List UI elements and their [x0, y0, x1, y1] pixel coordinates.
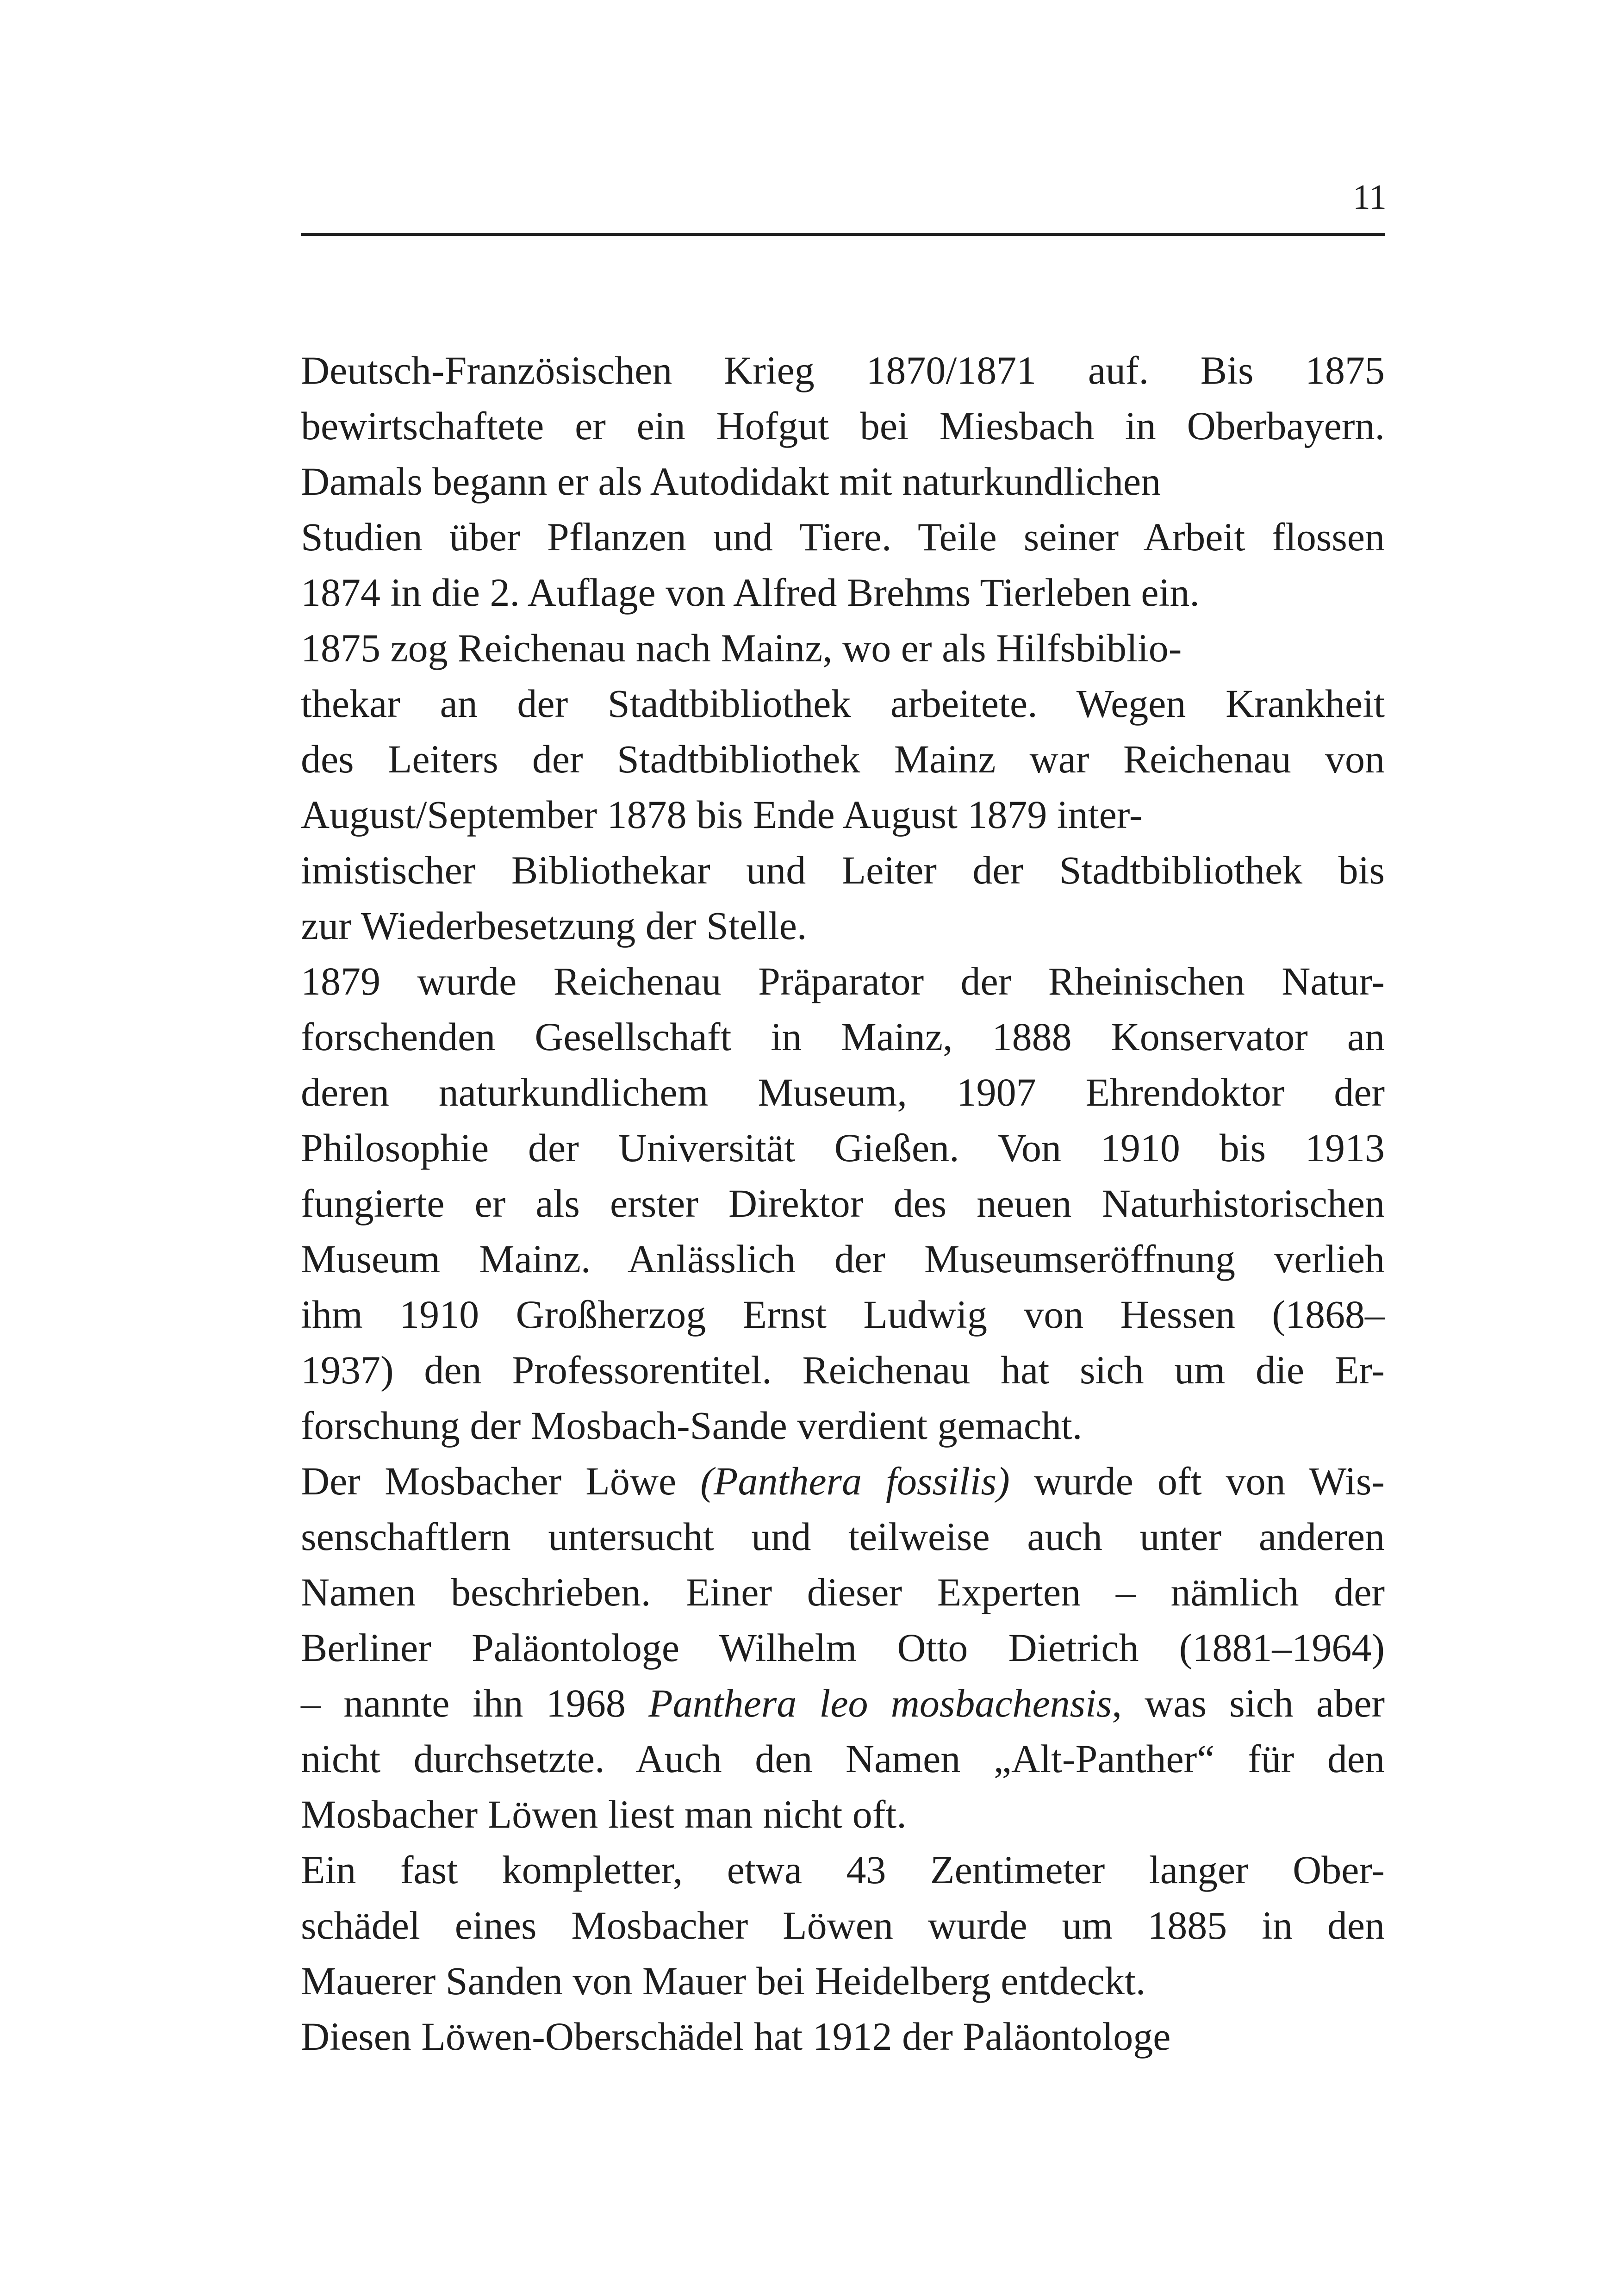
text-line: 1937) den Professorentitel. Reichenau hat sich um die Er- [301, 1348, 1385, 1392]
text-line: forschenden Gesellschaft in Mainz, 1888 Konservator an [301, 1014, 1385, 1059]
text-line: bewirtschaftete er ein Hofgut bei Miesbach in Oberbayern. [301, 404, 1385, 448]
text-line: imistischer Bibliothekar und Leiter der Stadtbibliothek bis [301, 848, 1385, 892]
text-line: Philosophie der Universität Gießen. Von 1910 bis 1913 [301, 1126, 1385, 1170]
text-line: August/September 1878 bis Ende August 1879 inter- [301, 792, 1143, 837]
text-line: ihm 1910 Großherzog Ernst Ludwig von Hessen (1868– [301, 1292, 1385, 1337]
text-line: Mauerer Sanden von Mauer bei Heidelberg entdeckt. [301, 1959, 1146, 2003]
text-segment: , was sich aber [1112, 1681, 1385, 1725]
text-line: Namen beschrieben. Einer dieser Experten – nämlich der [301, 1570, 1385, 1614]
text-segment: wurde oft von Wis- [1009, 1459, 1385, 1503]
header-rule [301, 233, 1385, 236]
text-line: Damals begann er als Autodidakt mit naturkundlichen [301, 459, 1161, 504]
text-segment: – nannte ihn 1968 [301, 1681, 649, 1725]
text-line: Berliner Paläontologe Wilhelm Otto Dietrich (1881–1964) [301, 1625, 1385, 1670]
text-line: des Leiters der Stadtbibliothek Mainz war Reichenau von [301, 737, 1385, 781]
text-line [301, 1675, 1385, 1731]
text-line: Deutsch-Französischen Krieg 1870/1871 auf. Bis 1875 [301, 348, 1385, 392]
text-line: Ein fast kompletter, etwa 43 Zentimeter langer Ober- [301, 1848, 1385, 1892]
text-line: forschung der Mosbach-Sande verdient gemacht. [301, 1403, 1083, 1448]
species-name: (Panthera fossilis) [700, 1459, 1010, 1503]
text-segment: Der Mosbacher Löwe [301, 1459, 701, 1503]
text-line: fungierte er als erster Direktor des neuen Naturhistorischen [301, 1181, 1385, 1226]
text-line: 1879 wurde Reichenau Präparator der Rheinischen Natur- [301, 959, 1385, 1003]
text-line: nicht durchsetzte. Auch den Namen „Alt-Panther“ für den [301, 1736, 1385, 1781]
text-line [301, 1453, 1385, 1509]
text-line: Mosbacher Löwen liest man nicht oft. [301, 1792, 907, 1836]
text-line: 1875 zog Reichenau nach Mainz, wo er als Hilfsbiblio- [301, 626, 1182, 670]
text-line: 1874 in die 2. Auflage von Alfred Brehms Tierleben ein. [301, 570, 1200, 615]
text-line: zur Wiederbesetzung der Stelle. [301, 903, 807, 948]
text-line: schädel eines Mosbacher Löwen wurde um 1885 in den [301, 1903, 1385, 1948]
body-text [301, 342, 1385, 2064]
text-line: deren naturkundlichem Museum, 1907 Ehrendoktor der [301, 1070, 1385, 1114]
text-line: Studien über Pflanzen und Tiere. Teile seiner Arbeit flossen [301, 515, 1385, 559]
text-line: senschaftlern untersucht und teilweise auch unter anderen [301, 1514, 1385, 1559]
text-line: Diesen Löwen-Oberschädel hat 1912 der Paläontologe [301, 2014, 1171, 2059]
text-line: thekar an der Stadtbibliothek arbeitete. Wegen Krankheit [301, 681, 1385, 726]
page-number: 11 [1352, 178, 1387, 217]
text-line: Museum Mainz. Anlässlich der Museumseröffnung verlieh [301, 1237, 1385, 1281]
species-name: Panthera leo mosbachensis [648, 1681, 1112, 1725]
